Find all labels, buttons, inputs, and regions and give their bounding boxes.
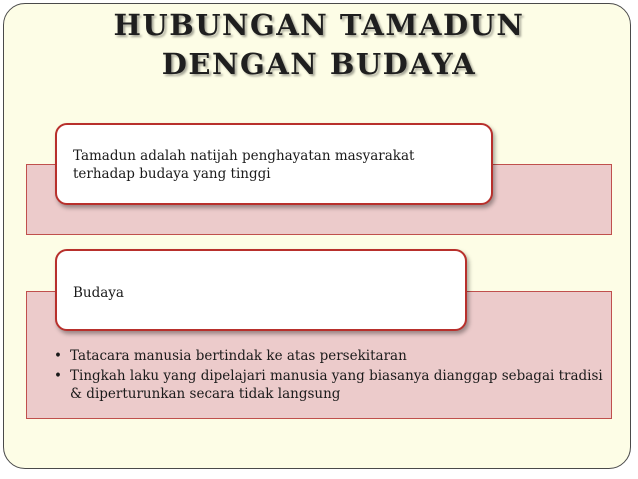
bullet-item (54, 367, 606, 403)
title-line-1: HUBUNGAN TAMADUN (113, 8, 525, 42)
bullet-text: Tatacara manusia bertindak ke atas persekitaran (70, 348, 407, 364)
slide-title (0, 6, 638, 84)
title-line-2: DENGAN BUDAYA (161, 47, 477, 81)
definition-line-1: Tamadun adalah natijah penghayatan masyarakat (73, 148, 415, 164)
definition-line-2: terhadap budaya yang tinggi (73, 166, 271, 182)
bullet-item (54, 347, 606, 365)
budaya-bullet-list (54, 347, 606, 405)
bullet-dot: • (54, 348, 62, 364)
bullet-text: Tingkah laku yang dipelajari manusia yang biasanya dianggap sebagai tradisi & diperturunkan secara tidak langsung (70, 368, 603, 402)
budaya-box (55, 249, 467, 331)
definition-box (55, 123, 493, 205)
budaya-label: Budaya (73, 285, 124, 301)
bullet-dot: • (54, 368, 62, 384)
